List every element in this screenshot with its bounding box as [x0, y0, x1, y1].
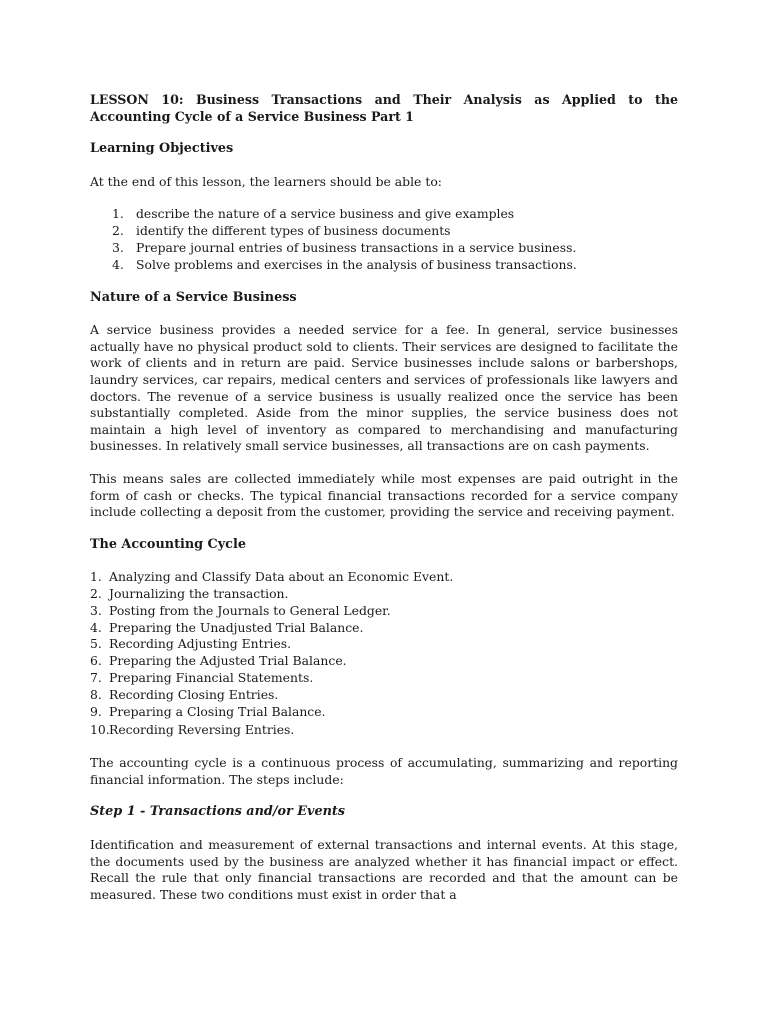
list-item: [90, 722, 678, 739]
list-number: 8.: [90, 686, 102, 702]
list-text: Recording Closing Entries.: [109, 686, 279, 702]
list-item: [90, 704, 678, 721]
list-item: [112, 223, 678, 240]
list-text: Solve problems and exercises in the analysis of business transactions.: [136, 256, 577, 272]
list-number: 2.: [112, 223, 124, 239]
list-number: 2.: [90, 586, 102, 602]
list-item: [90, 687, 678, 704]
objectives-heading: Learning Objectives: [90, 141, 234, 157]
list-text: identify the different types of business documents: [136, 223, 451, 239]
list-text: Preparing the Adjusted Trial Balance.: [109, 653, 347, 669]
list-number: 3.: [112, 239, 124, 255]
list-text: Recording Reversing Entries.: [109, 722, 295, 738]
list-item: [90, 670, 678, 687]
list-text: Analyzing and Classify Data about an Economic Event.: [109, 569, 454, 585]
lesson-title: LESSON 10: Business Transactions and Their Analysis as Applied to the Accounting Cycle of a Service Business Part 1: [90, 92, 678, 124]
objectives-intro: At the end of this lesson, the learners should be able to:: [90, 173, 442, 189]
list-number: 3.: [90, 602, 102, 618]
list-item: [90, 620, 678, 637]
list-text: Recording Adjusting Entries.: [109, 636, 292, 652]
list-item: [90, 586, 678, 603]
step1-heading: Step 1 - Transactions and/or Events: [90, 804, 346, 820]
list-text: Preparing a Closing Trial Balance.: [109, 703, 326, 719]
list-item: [112, 206, 678, 223]
nature-paragraph-2: This means sales are collected immediately while most expenses are paid outright in the form of cash or checks. The typical financial transactions recorded for a service company include collecting a deposit from the customer, providing the service and receiving payment.: [90, 470, 678, 520]
list-number: 4.: [112, 256, 124, 272]
list-text: Preparing Financial Statements.: [109, 670, 314, 686]
list-text: Journalizing the transaction.: [109, 586, 289, 602]
cycle-summary: The accounting cycle is a continuous process of accumulating, summarizing and reporting financial information. The steps include:: [90, 755, 678, 787]
list-item: [90, 653, 678, 670]
list-item: [90, 569, 678, 586]
objectives-list: [90, 206, 678, 273]
list-item: [90, 603, 678, 620]
list-number: 7.: [90, 670, 102, 686]
list-item: [112, 257, 678, 274]
list-number: 10.: [90, 722, 110, 738]
list-text: Prepare journal entries of business transactions in a service business.: [136, 239, 577, 255]
cycle-heading: The Accounting Cycle: [90, 536, 246, 552]
list-item: [112, 240, 678, 257]
list-number: 9.: [90, 703, 102, 719]
list-number: 5.: [90, 636, 102, 652]
list-number: 1.: [112, 206, 124, 222]
list-text: Preparing the Unadjusted Trial Balance.: [109, 619, 364, 635]
list-number: 4.: [90, 619, 102, 635]
document-body: [90, 92, 678, 903]
list-item: [90, 636, 678, 653]
list-text: Posting from the Journals to General Ledger.: [109, 602, 391, 618]
cycle-steps-list: [90, 569, 678, 739]
step1-paragraph: Identification and measurement of external transactions and internal events. At this stage, the documents used by the business are analyzed whether it has financial impact or effect. Recall the rule that only financial transactions are recorded and that the amount can be measured. These two conditions must exist in order that a: [90, 837, 678, 902]
nature-paragraph-1: A service business provides a needed service for a fee. In general, service businesses actually have no physical product sold to clients. Their services are designed to facilitate the work of clients and in return are paid. Service businesses include salons or barbershops, laundry services, car repairs, medical centers and services of professionals like lawyers and doctors. The revenue of a service business is usually realized once the service has been substantially completed. Aside from the minor supplies, the service business does not maintain a high level of inventory as compared to merchandising and manufacturing businesses. In relatively small service businesses, all transactions are on cash payments.: [90, 322, 678, 454]
list-number: 1.: [90, 569, 102, 585]
list-number: 6.: [90, 653, 102, 669]
nature-heading: Nature of a Service Business: [90, 289, 297, 305]
list-text: describe the nature of a service business and give examples: [136, 206, 515, 222]
